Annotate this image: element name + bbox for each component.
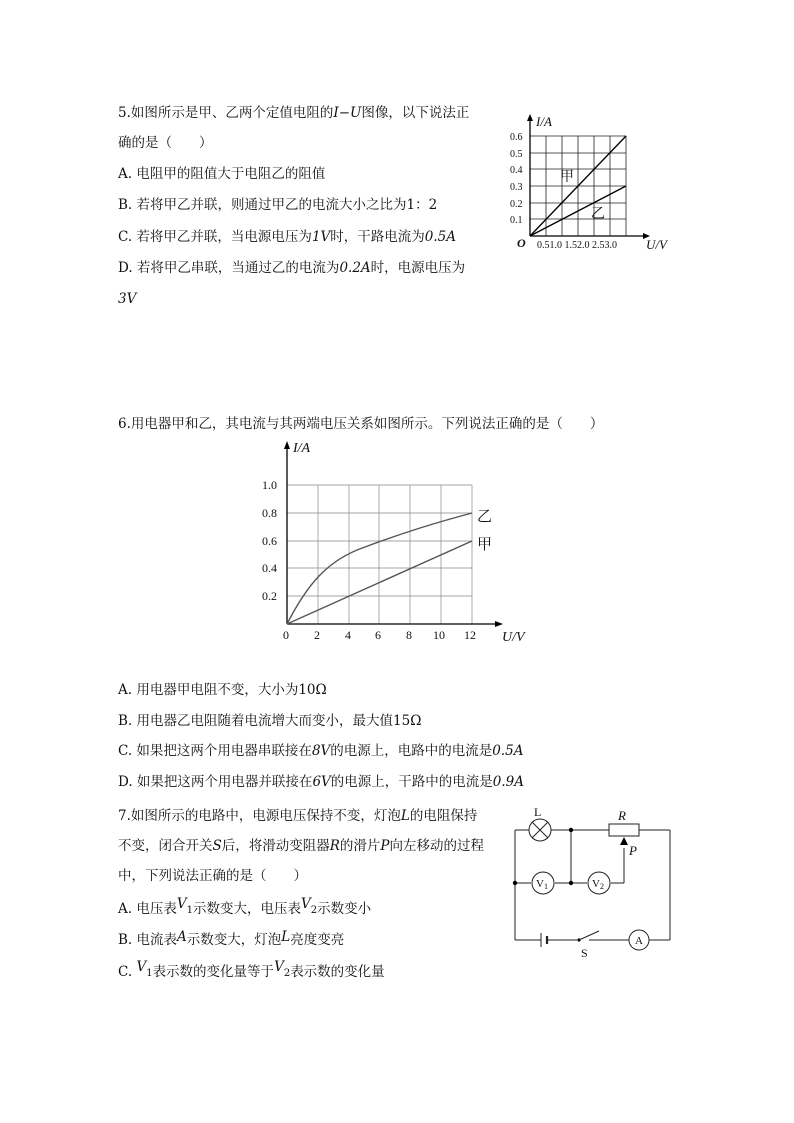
q6-iu-graph [255, 435, 525, 655]
q6-option-d-current: 0.9A [492, 774, 524, 790]
q5-option-d-current: 0.2A [339, 260, 371, 276]
q7-line2-b: 后，将滑动变阻器 [221, 838, 330, 854]
q7-option-b-L: L [281, 929, 291, 945]
q6-ylabel: I/A [293, 441, 311, 456]
q5-stem-math: I−U [333, 105, 362, 121]
lamp-label: L [534, 805, 542, 819]
q7-option-a-text-b: 示数变大，电压表 [192, 901, 301, 917]
q7-option-c-v2: V [274, 959, 284, 975]
q7-option-c-v1: V [136, 959, 147, 975]
q5-option-d-text-b: 时，电源电压为 [370, 260, 466, 276]
q5-option-b-ratio: 1：2 [406, 197, 438, 213]
q7-option-b-A: A [177, 929, 187, 945]
q6-ytick-06: 0.6 [262, 534, 277, 548]
q6-option-d-voltage: 6V [312, 774, 331, 790]
q6-xlabel: U/V [502, 630, 525, 645]
q5-label-yi: 乙 [591, 207, 605, 222]
q7-option-c-text-a: C. [118, 964, 137, 980]
q5-ytick-02: 0.2 [510, 199, 523, 210]
q7-stem-line1 [118, 807, 477, 825]
lamp-symbol [529, 819, 551, 841]
q5-ytick-01: 0.1 [510, 215, 523, 226]
q6-xtick-8: 8 [406, 628, 412, 642]
q6-curve-yi [287, 513, 472, 624]
q7-stem-line2 [118, 837, 484, 855]
q6-stem: 6.用电器甲和乙，其电流与其两端电压关系如图所示。下列说法正确的是（ ） [118, 416, 604, 432]
q7-option-c-v1-sub: 1 [146, 968, 153, 979]
q6-xtick-4: 4 [345, 628, 351, 642]
q7-option-a-v1: V [176, 896, 187, 912]
q6-ytick-10: 1.0 [262, 478, 277, 492]
q5-iu-graph [500, 108, 680, 258]
q6-xtick-6: 6 [375, 628, 381, 642]
q6-option-d [118, 773, 524, 791]
q7-option-a-v2-sub: 2 [310, 905, 318, 916]
q7-option-b [118, 931, 344, 949]
q6-line-jia [287, 541, 472, 624]
q7-option-a-v2: V [300, 896, 311, 912]
voltmeter-2-label: V2 [592, 878, 604, 891]
q7-line1-L: L [400, 808, 410, 824]
q5-ytick-05: 0.5 [510, 149, 523, 160]
q5-ytick-06: 0.6 [510, 132, 523, 143]
q7-stem-line3: 中，下列说法正确的是（ ） [118, 868, 307, 884]
q5-label-jia: 甲 [560, 170, 574, 185]
q6-option-b [118, 712, 421, 730]
q6-option-c-text-a: C. 如果把这两个用电器串联接在 [118, 743, 312, 759]
q5-option-c-text-b: 时，干路电流为 [330, 229, 425, 245]
q5-option-b-text: B. 若将甲乙并联，则通过甲乙的电流大小之比为 [118, 197, 407, 213]
q5-option-c-text-a: C. 若将甲乙并联，当电源电压为 [118, 229, 312, 245]
q7-line2-P: P [380, 838, 390, 854]
q7-line1-text-a: 7.如图所示的电路中，电源电压保持不变，灯泡 [118, 808, 401, 824]
q7-option-a [118, 896, 372, 920]
q7-line2-S: S [212, 838, 222, 854]
q7-option-a-text-c: 示数变小 [317, 901, 372, 917]
q6-option-c-current: 0.5A [492, 743, 524, 759]
rheostat-label: R [618, 808, 626, 823]
slider-label: P [629, 843, 637, 858]
q6-xtick-12: 12 [464, 628, 476, 642]
q6-xtick-2: 2 [314, 628, 320, 642]
q5-ytick-03: 0.3 [510, 182, 523, 193]
q5-option-b [118, 196, 437, 214]
q6-label-yi: 乙 [477, 509, 493, 525]
q7-option-c [118, 959, 385, 983]
q5-option-c [118, 228, 456, 246]
q5-option-c-voltage: 1V [311, 229, 331, 245]
q6-ytick-02: 0.2 [262, 589, 277, 603]
q7-option-c-text-b: 表示数的变化量等于 [152, 964, 275, 980]
q6-option-d-text-b: 的电源上，干路中的电流是 [330, 774, 493, 790]
switch-symbol [579, 931, 599, 940]
q5-option-c-current: 0.5A [424, 229, 456, 245]
q6-label-jia: 甲 [477, 537, 493, 553]
q7-option-b-text-c: 亮度变亮 [290, 932, 345, 948]
q7-option-c-v2-sub: 2 [283, 968, 291, 979]
q7-option-a-v1-sub: 1 [186, 905, 193, 916]
q6-option-a-value: 10Ω [298, 682, 327, 698]
q7-circuit-diagram [505, 805, 685, 965]
q7-option-b-text-a: B. 电流表 [118, 932, 178, 948]
slider-arrow [620, 837, 628, 845]
q6-ytick-04: 0.4 [262, 561, 277, 575]
q7-line2-R: R [329, 838, 340, 854]
q5-xticks: 0.51.0 1.52.0 2.53.0 [537, 240, 617, 251]
q7-option-c-text-c: 表示数的变化量 [290, 964, 385, 980]
q5-ytick-04: 0.4 [510, 165, 523, 176]
q5-stem-line2: 确的是（ ） [118, 135, 213, 151]
q6-xtick-10: 10 [433, 628, 445, 642]
q7-line1-text-b: 的电阻保持 [409, 808, 478, 824]
q5-stem-text-a: 5.如图所示是甲、乙两个定值电阻的 [118, 105, 334, 121]
voltmeter-1-label: V1 [536, 878, 548, 891]
q6-option-b-value: 15Ω [393, 713, 422, 729]
q6-option-d-text-a: D. 如果把这两个用电器并联接在 [118, 774, 313, 790]
q7-option-b-text-b: 示数变大，灯泡 [186, 932, 282, 948]
q5-stem-text-b: 图像，以下说法正 [361, 105, 470, 121]
q7-line2-d: 向左移动的过程 [389, 838, 485, 854]
q5-option-a: A. 电阻甲的阻值大于电阻乙的阻值 [118, 166, 326, 182]
q6-option-c-text-b: 的电源上，电路中的电流是 [330, 743, 493, 759]
q7-line2-c: 的滑片 [339, 838, 381, 854]
q5-ylabel: I/A [536, 114, 552, 129]
q5-origin: O [517, 236, 526, 250]
q6-option-c-voltage: 8V [311, 743, 331, 759]
switch-label: S [581, 946, 588, 960]
q6-option-b-text: B. 用电器乙电阻随着电流增大而变小，最大值 [118, 713, 394, 729]
q6-option-a [118, 681, 327, 699]
q5-option-d-line2: 3V [118, 291, 137, 307]
ammeter-label: A [635, 935, 643, 947]
q6-xtick-0: 0 [283, 628, 289, 642]
q5-option-d-text-a: D. 若将甲乙串联，当通过乙的电流为 [118, 260, 340, 276]
q5-option-d [118, 259, 465, 277]
q5-xlabel: U/V [646, 237, 667, 252]
q6-option-a-text: A. 用电器甲电阻不变，大小为 [118, 682, 299, 698]
q7-option-a-text-a: A. 电压表 [118, 901, 177, 917]
q6-ytick-08: 0.8 [262, 506, 277, 520]
q7-line2-a: 不变，闭合开关 [118, 838, 213, 854]
q5-stem-line1 [118, 104, 469, 122]
q6-option-c [118, 742, 524, 760]
rheostat-symbol [609, 824, 639, 836]
